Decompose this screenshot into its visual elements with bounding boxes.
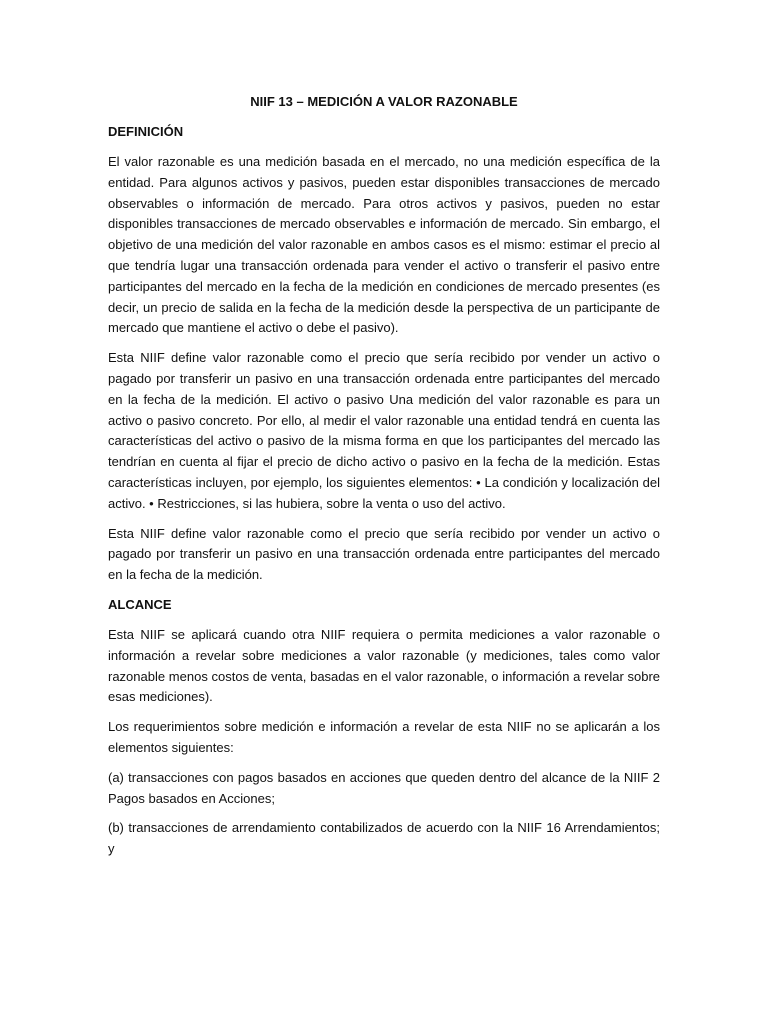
- document-title: NIIF 13 – MEDICIÓN A VALOR RAZONABLE: [250, 94, 518, 109]
- paragraph: El valor razonable es una medición basada en el mercado, no una medición específica de la entidad. Para algunos activos y pasivos, pueden estar disponibles transacciones de mercado observables o información de mercado. Para otros activos y pasivos, pueden no estar disponibles transacciones de mercado observables e información de mercado. Sin embargo, el objetivo de una medición del valor razonable en ambos casos es el mismo: estimar el precio al que tendría lugar una transacción ordenada para vender el activo o transferir el pasivo entre participantes del mercado en la fecha de la medición en condiciones de mercado presentes (es decir, un precio de salida en la fecha de la medición desde la perspectiva de un participante de mercado que mantiene el activo o debe el pasivo).: [108, 154, 660, 336]
- paragraph: Los requerimientos sobre medición e información a revelar de esta NIIF no se aplicarán a los elementos siguientes:: [108, 719, 660, 755]
- paragraph: Esta NIIF define valor razonable como el precio que sería recibido por vender un activo o pagado por transferir un pasivo en una transacción ordenada entre participantes del mercado en la fecha de la medición.: [108, 525, 660, 583]
- section-heading-alcance: ALCANCE: [108, 596, 172, 612]
- list-item-a: (a) transacciones con pagos basados en acciones que queden dentro del alcance de la NIIF 2 Pagos basados en Acciones;: [108, 769, 660, 806]
- section-heading-definicion: DEFINICIÓN: [108, 124, 184, 139]
- paragraph: Esta NIIF se aplicará cuando otra NIIF requiera o permita mediciones a valor razonable o información a revelar sobre mediciones a valor razonable (y mediciones, tales como valor razonable menos costos de venta, basadas en el valor razonable, o información a revelar sobre esas mediciones).: [108, 626, 660, 705]
- list-item-b: (b) transacciones de arrendamiento contabilizados de acuerdo con la NIIF 16 Arrendamientos; y: [108, 820, 660, 857]
- paragraph: Esta NIIF define valor razonable como el precio que sería recibido por vender un activo o pagado por transferir un pasivo en una transacción ordenada entre participantes del mercado en la fecha de la medición. El activo o pasivo Una medición del valor razonable es para un activo o pasivo concreto. Por ello, al medir el valor razonable una entidad tendrá en cuenta las características del activo o pasivo de la misma forma en que los participantes del mercado las tendrían en cuenta al fijar el precio de dicho activo o pasivo en la fecha de la medición. Estas características incluyen, por ejemplo, los siguientes elementos: • La condición y localización del activo. • Restricciones, si las hubiera, sobre la venta o uso del activo.: [108, 350, 660, 511]
- document-page: [108, 92, 660, 869]
